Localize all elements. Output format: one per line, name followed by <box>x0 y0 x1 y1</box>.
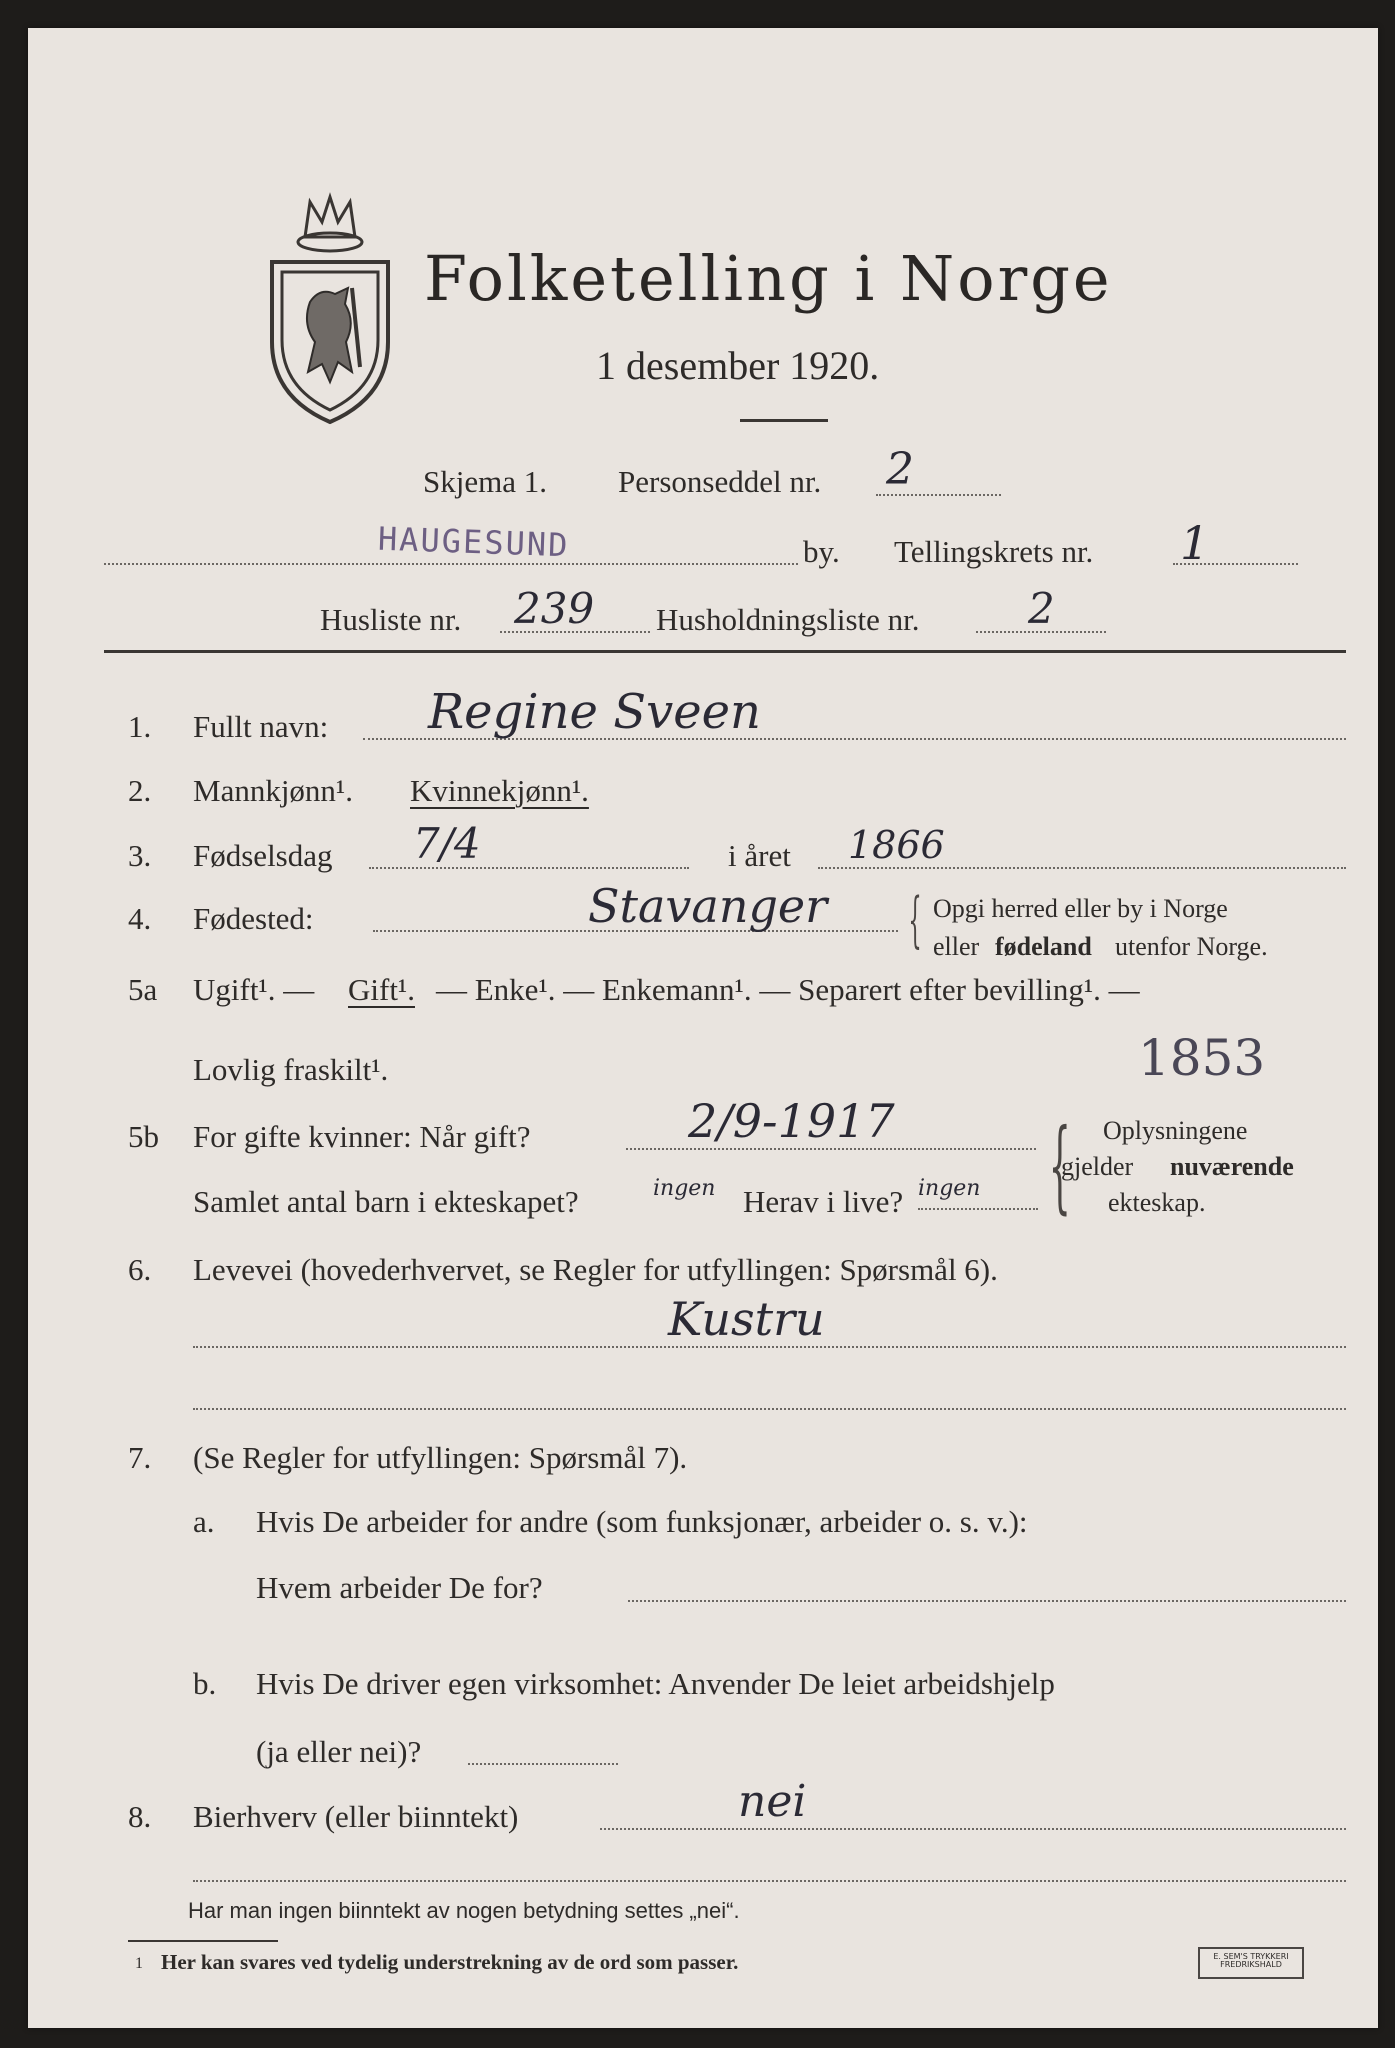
q6-line1 <box>193 1346 1346 1348</box>
q4-brace: { <box>908 885 922 955</box>
q5a-ugift: Ugift¹. — <box>193 972 315 1007</box>
q3-year-label: i året <box>728 838 791 873</box>
header-separator <box>104 650 1346 653</box>
q7a-answer-line <box>628 1600 1346 1602</box>
personseddel-label: Personseddel nr. <box>618 464 822 499</box>
q7a-line2: Hvem arbeider De for? <box>256 1570 543 1605</box>
q5a-annotation: 1853 <box>1138 1029 1266 1087</box>
q8-value: nei <box>738 1776 807 1827</box>
footer-note: Har man ingen biinntekt av nogen betydning settes „nei“. <box>188 1898 740 1923</box>
q5a-line2: Lovlig fraskilt¹. <box>193 1052 389 1087</box>
q8-line2 <box>193 1880 1346 1882</box>
q1-number: 1. <box>128 709 152 744</box>
q7b-letter: b. <box>193 1666 217 1701</box>
q5b-value: 2/9-1917 <box>688 1094 895 1148</box>
q3-year-line <box>818 867 1346 869</box>
q5b-note-2a: gjelder <box>1061 1152 1134 1181</box>
q5a-rest: — Enke¹. — Enkemann¹. — Separert efter bevilling¹. — <box>436 972 1140 1007</box>
husholdningsliste-label: Husholdningsliste nr. <box>656 602 920 637</box>
q1-value: Regine Sveen <box>428 684 761 740</box>
q6-number: 6. <box>128 1252 152 1287</box>
q4-note-2c: utenfor Norge. <box>1115 932 1268 961</box>
q7a-label: Hvis De arbeider for andre (som funksjonær, arbeider o. s. v.): <box>256 1504 1028 1539</box>
q4-note-2a: eller <box>933 932 980 961</box>
q2-male: Mannkjønn¹. <box>193 773 353 808</box>
q6-value: Kustru <box>668 1292 825 1346</box>
q7-number: 7. <box>128 1440 152 1475</box>
q8-number: 8. <box>128 1799 152 1834</box>
q5b-live-value: ingen <box>918 1176 981 1201</box>
q3-number: 3. <box>128 838 152 873</box>
norwegian-coat-of-arms-icon <box>260 192 400 427</box>
footnote-text: Her kan svares ved tydelig understrekning av de ord som passer. <box>161 1950 739 1974</box>
q4-label: Fødested: <box>193 901 314 936</box>
q1-label: Fullt navn: <box>193 709 329 744</box>
printer-line1: E. SEM'S TRYKKERI <box>1213 1952 1289 1961</box>
q5b-number: 5b <box>128 1119 159 1154</box>
q7-label: (Se Regler for utfyllingen: Spørsmål 7). <box>193 1440 688 1475</box>
tellingskrets-value: 1 <box>1180 516 1210 570</box>
q7b-label: Hvis De driver egen virksomhet: Anvender De leiet arbeidshjelp <box>256 1666 1055 1701</box>
personseddel-value: 2 <box>886 444 914 495</box>
q2-number: 2. <box>128 773 152 808</box>
q6-label: Levevei (hovederhvervet, se Regler for utfyllingen: Spørsmål 6). <box>193 1252 998 1287</box>
q5b-note-2b: nuværende <box>1170 1152 1294 1181</box>
footnote-mark: 1 <box>135 1955 143 1972</box>
q3-year-value: 1866 <box>848 823 945 867</box>
title-divider <box>740 419 828 422</box>
husliste-value: 239 <box>514 584 595 633</box>
q4-note-line1: Opgi herred eller by i Norge <box>933 894 1228 923</box>
skjema-label: Skjema 1. <box>423 464 547 499</box>
q5b-line <box>626 1148 1036 1150</box>
q4-number: 4. <box>128 901 152 936</box>
footnote-rule <box>128 1940 278 1942</box>
q4-value: Stavanger <box>588 879 828 933</box>
q5b-label: For gifte kvinner: Når gift? <box>193 1119 531 1154</box>
q5a-gift-underlined: Gift¹. <box>348 972 415 1007</box>
q8-line <box>600 1828 1346 1830</box>
q4-note-2b: fødeland <box>995 932 1092 961</box>
q5b-note-line3: ekteskap. <box>1108 1188 1206 1217</box>
q3-value: 7/4 <box>413 819 481 868</box>
q5b-barn-value: ingen <box>653 1176 716 1201</box>
by-label: by. <box>803 534 840 569</box>
form-title: Folketelling i Norge <box>424 242 1113 315</box>
q5b-live-label: Herav i live? <box>743 1184 904 1219</box>
census-date: 1 desember 1920. <box>596 343 880 388</box>
q5b-barn-label: Samlet antal barn i ekteskapet? <box>193 1184 579 1219</box>
q7a-letter: a. <box>193 1504 215 1539</box>
q7b-answer-line <box>468 1763 618 1765</box>
q8-label: Bierhverv (eller biinntekt) <box>193 1799 519 1834</box>
q5a-number: 5a <box>128 972 158 1007</box>
tellingskrets-label: Tellingskrets nr. <box>894 534 1094 569</box>
q5b-note-line1: Oplysningene <box>1103 1116 1248 1145</box>
q2-female-underlined: Kvinnekjønn¹. <box>410 773 589 808</box>
q5b-live-line <box>918 1208 1038 1210</box>
q6-line2 <box>193 1408 1346 1410</box>
husliste-label: Husliste nr. <box>320 602 462 637</box>
haugesund-stamp: HAUGESUND <box>377 519 570 565</box>
q5b-brace: { <box>1048 1107 1071 1224</box>
q3-label: Fødselsdag <box>193 838 333 873</box>
census-form-page <box>28 28 1378 2028</box>
husholdningsliste-value: 2 <box>1028 584 1055 633</box>
by-line <box>104 563 798 565</box>
printer-line2: FREDRIKSHALD <box>1220 1960 1282 1969</box>
printer-mark <box>1198 1947 1304 1979</box>
q7b-line2: (ja eller nei)? <box>256 1734 422 1769</box>
